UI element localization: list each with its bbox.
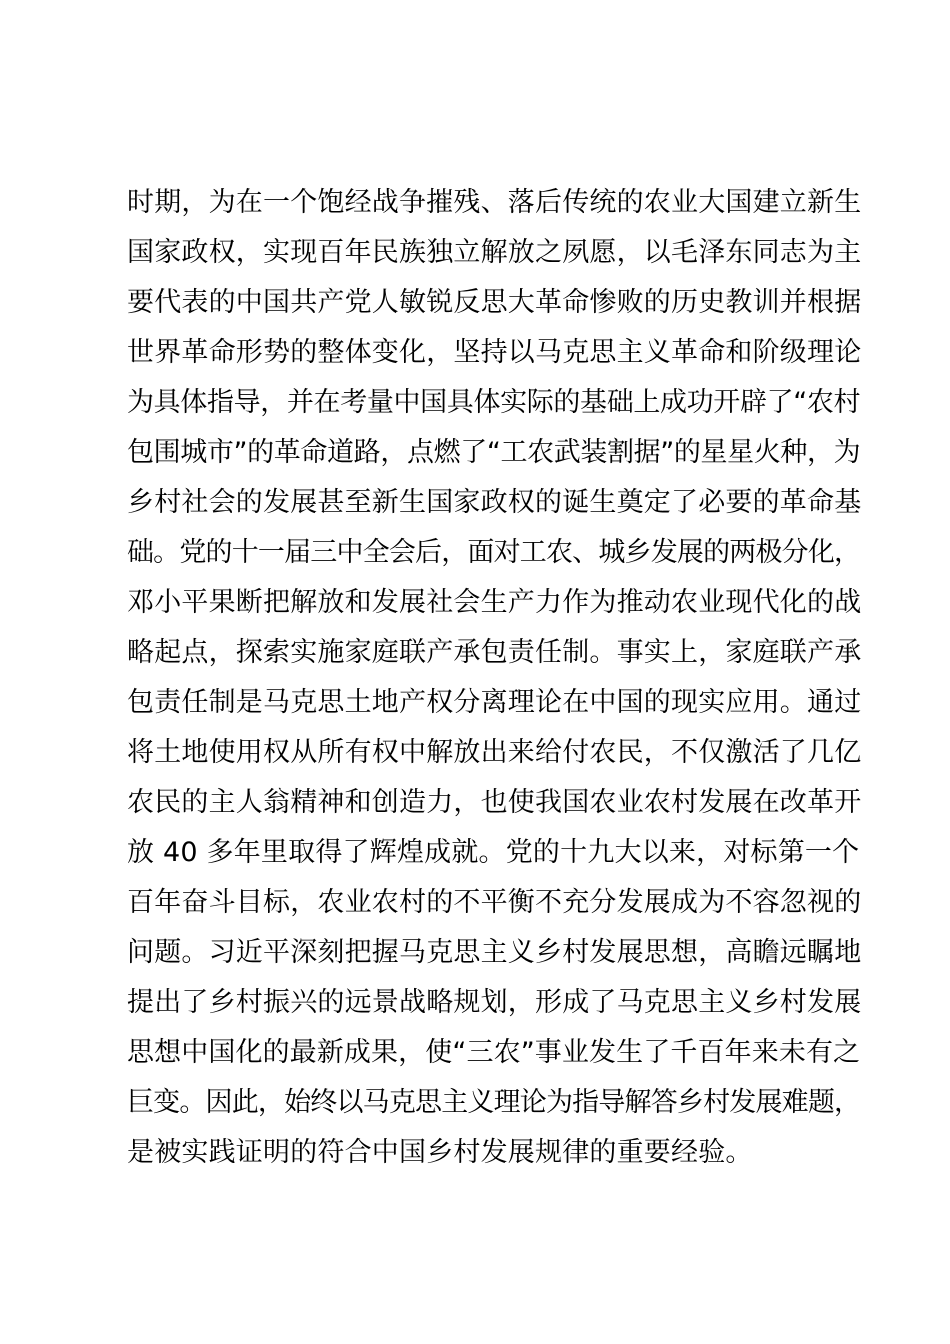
text-line-8: 础。党的十一届三中全会后，面对工农、城乡发展的两极分化， xyxy=(127,537,861,568)
text-line-20: 是被实践证明的符合中国乡村发展规律的重要经验。 xyxy=(127,1137,753,1168)
text-line-17: 提出了乡村振兴的远景战略规划，形成了马克思主义乡村发展 xyxy=(127,987,862,1018)
text-line-3: 要代表的中国共产党人敏锐反思大革命惨败的历史教训并根据 xyxy=(127,287,862,318)
text-line-12: 将土地使用权从所有权中解放出来给付农民，不仅激活了几亿 xyxy=(127,737,862,768)
text-line-4: 世界革命形势的整体变化，坚持以马克思主义革命和阶级理论 xyxy=(127,337,862,368)
text-line-10: 略起点，探索实施家庭联产承包责任制。事实上，家庭联产承 xyxy=(127,637,862,668)
text-line-6: 包围城市”的革命道路，点燃了“工农武装割据”的星星火种，为 xyxy=(127,437,861,468)
text-line-18: 思想中国化的最新成果，使“三农”事业发生了千百年来未有之 xyxy=(127,1037,861,1068)
text-line-15: 百年奋斗目标，农业农村的不平衡不充分发展成为不容忽视的 xyxy=(127,887,862,918)
body-paragraph xyxy=(127,178,862,1178)
text-line-11: 包责任制是马克思土地产权分离理论在中国的现实应用。通过 xyxy=(127,687,862,718)
text-line-19: 巨变。因此，始终以马克思主义理论为指导解答乡村发展难题， xyxy=(127,1087,861,1118)
text-line-2: 国家政权，实现百年民族独立解放之夙愿，以毛泽东同志为主 xyxy=(127,237,862,268)
text-line-5: 为具体指导，并在考量中国具体实际的基础上成功开辟了“农村 xyxy=(127,387,861,418)
text-line-9: 邓小平果断把解放和发展社会生产力作为推动农业现代化的战 xyxy=(127,587,862,618)
text-line-1: 时期，为在一个饱经战争摧残、落后传统的农业大国建立新生 xyxy=(127,187,862,218)
text-line-14: 放 40 多年里取得了辉煌成就。党的十九大以来，对标第一个 xyxy=(127,837,860,868)
text-line-7: 乡村社会的发展甚至新生国家政权的诞生奠定了必要的革命基 xyxy=(127,487,862,518)
text-line-13: 农民的主人翁精神和创造力，也使我国农业农村发展在改革开 xyxy=(127,787,862,818)
text-line-16: 问题。习近平深刻把握马克思主义乡村发展思想，高瞻远瞩地 xyxy=(127,937,862,968)
